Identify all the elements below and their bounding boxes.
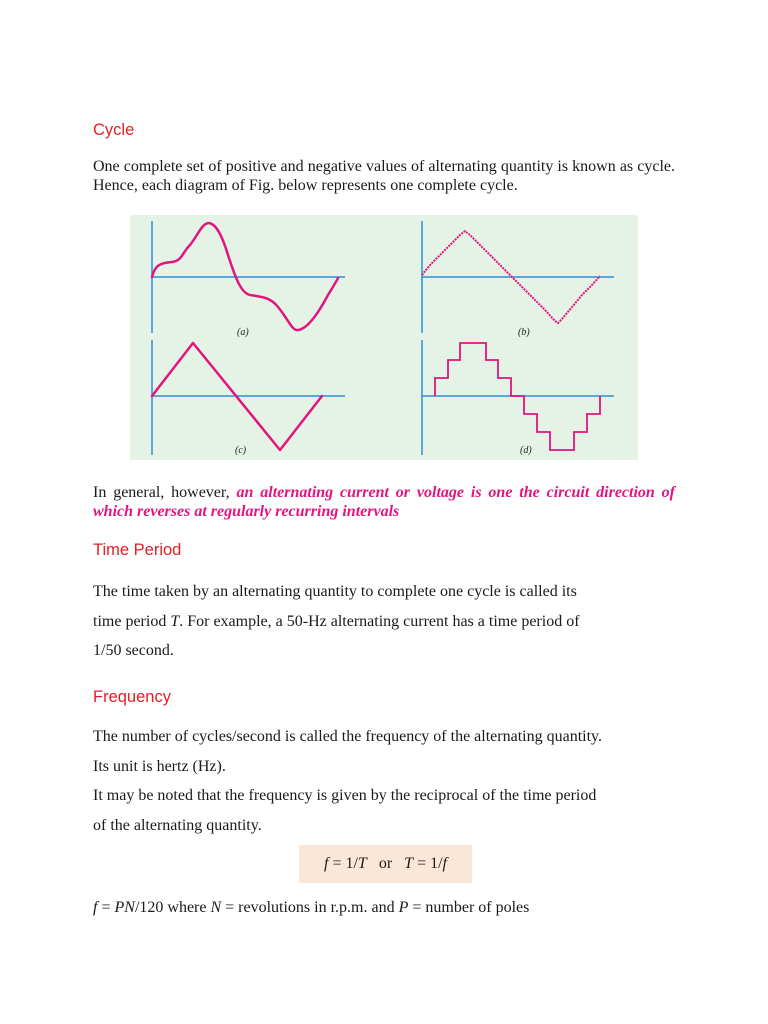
- frequency-line-4: of the alternating quantity.: [93, 816, 262, 834]
- poles-formula: f = PN/120 where N = revolutions in r.p.m. and P = number of poles: [93, 899, 530, 916]
- label-a: (a): [237, 327, 249, 338]
- frequency-line-1: The number of cycles/second is called the frequency of the alternating quantity.: [93, 728, 602, 745]
- frequency-description: [93, 722, 675, 840]
- frequency-formula: f = 1/ T or T = 1/ f: [299, 845, 472, 883]
- ac-definition-highlight: an alternating current or voltage is one the circuit direction of which reverses at regularly recurring intervals: [93, 484, 676, 520]
- cycle-description: One complete set of positive and negative values of alternating quantity is known as cycle. Hence, each diagram of Fig. below represents one complete cycle.: [93, 158, 675, 194]
- label-c: (c): [235, 445, 247, 456]
- time-period-line-2: time period T. For example, a 50-Hz alternating current has a time period of: [93, 612, 580, 630]
- label-d: (d): [520, 445, 532, 456]
- time-period-description: [93, 577, 675, 666]
- frequency-heading: Frequency: [93, 688, 171, 706]
- frequency-line-2: Its unit is hertz (Hz).: [93, 757, 226, 775]
- general-definition: [93, 483, 675, 521]
- time-period-heading: Time Period: [93, 541, 182, 559]
- time-period-line-3: 1/50 second.: [93, 642, 174, 659]
- general-prefix: In general, however,: [93, 484, 237, 501]
- var-T: T: [170, 612, 180, 630]
- time-period-line-1: The time taken by an alternating quantity to complete one cycle is called its: [93, 583, 577, 600]
- frequency-line-3: It may be noted that the frequency is given by the reciprocal of the time period: [93, 787, 597, 804]
- cycle-waveforms-figure: [130, 215, 638, 460]
- cycle-heading: Cycle: [93, 121, 135, 139]
- figure-background: [130, 215, 638, 460]
- label-b: (b): [518, 327, 530, 338]
